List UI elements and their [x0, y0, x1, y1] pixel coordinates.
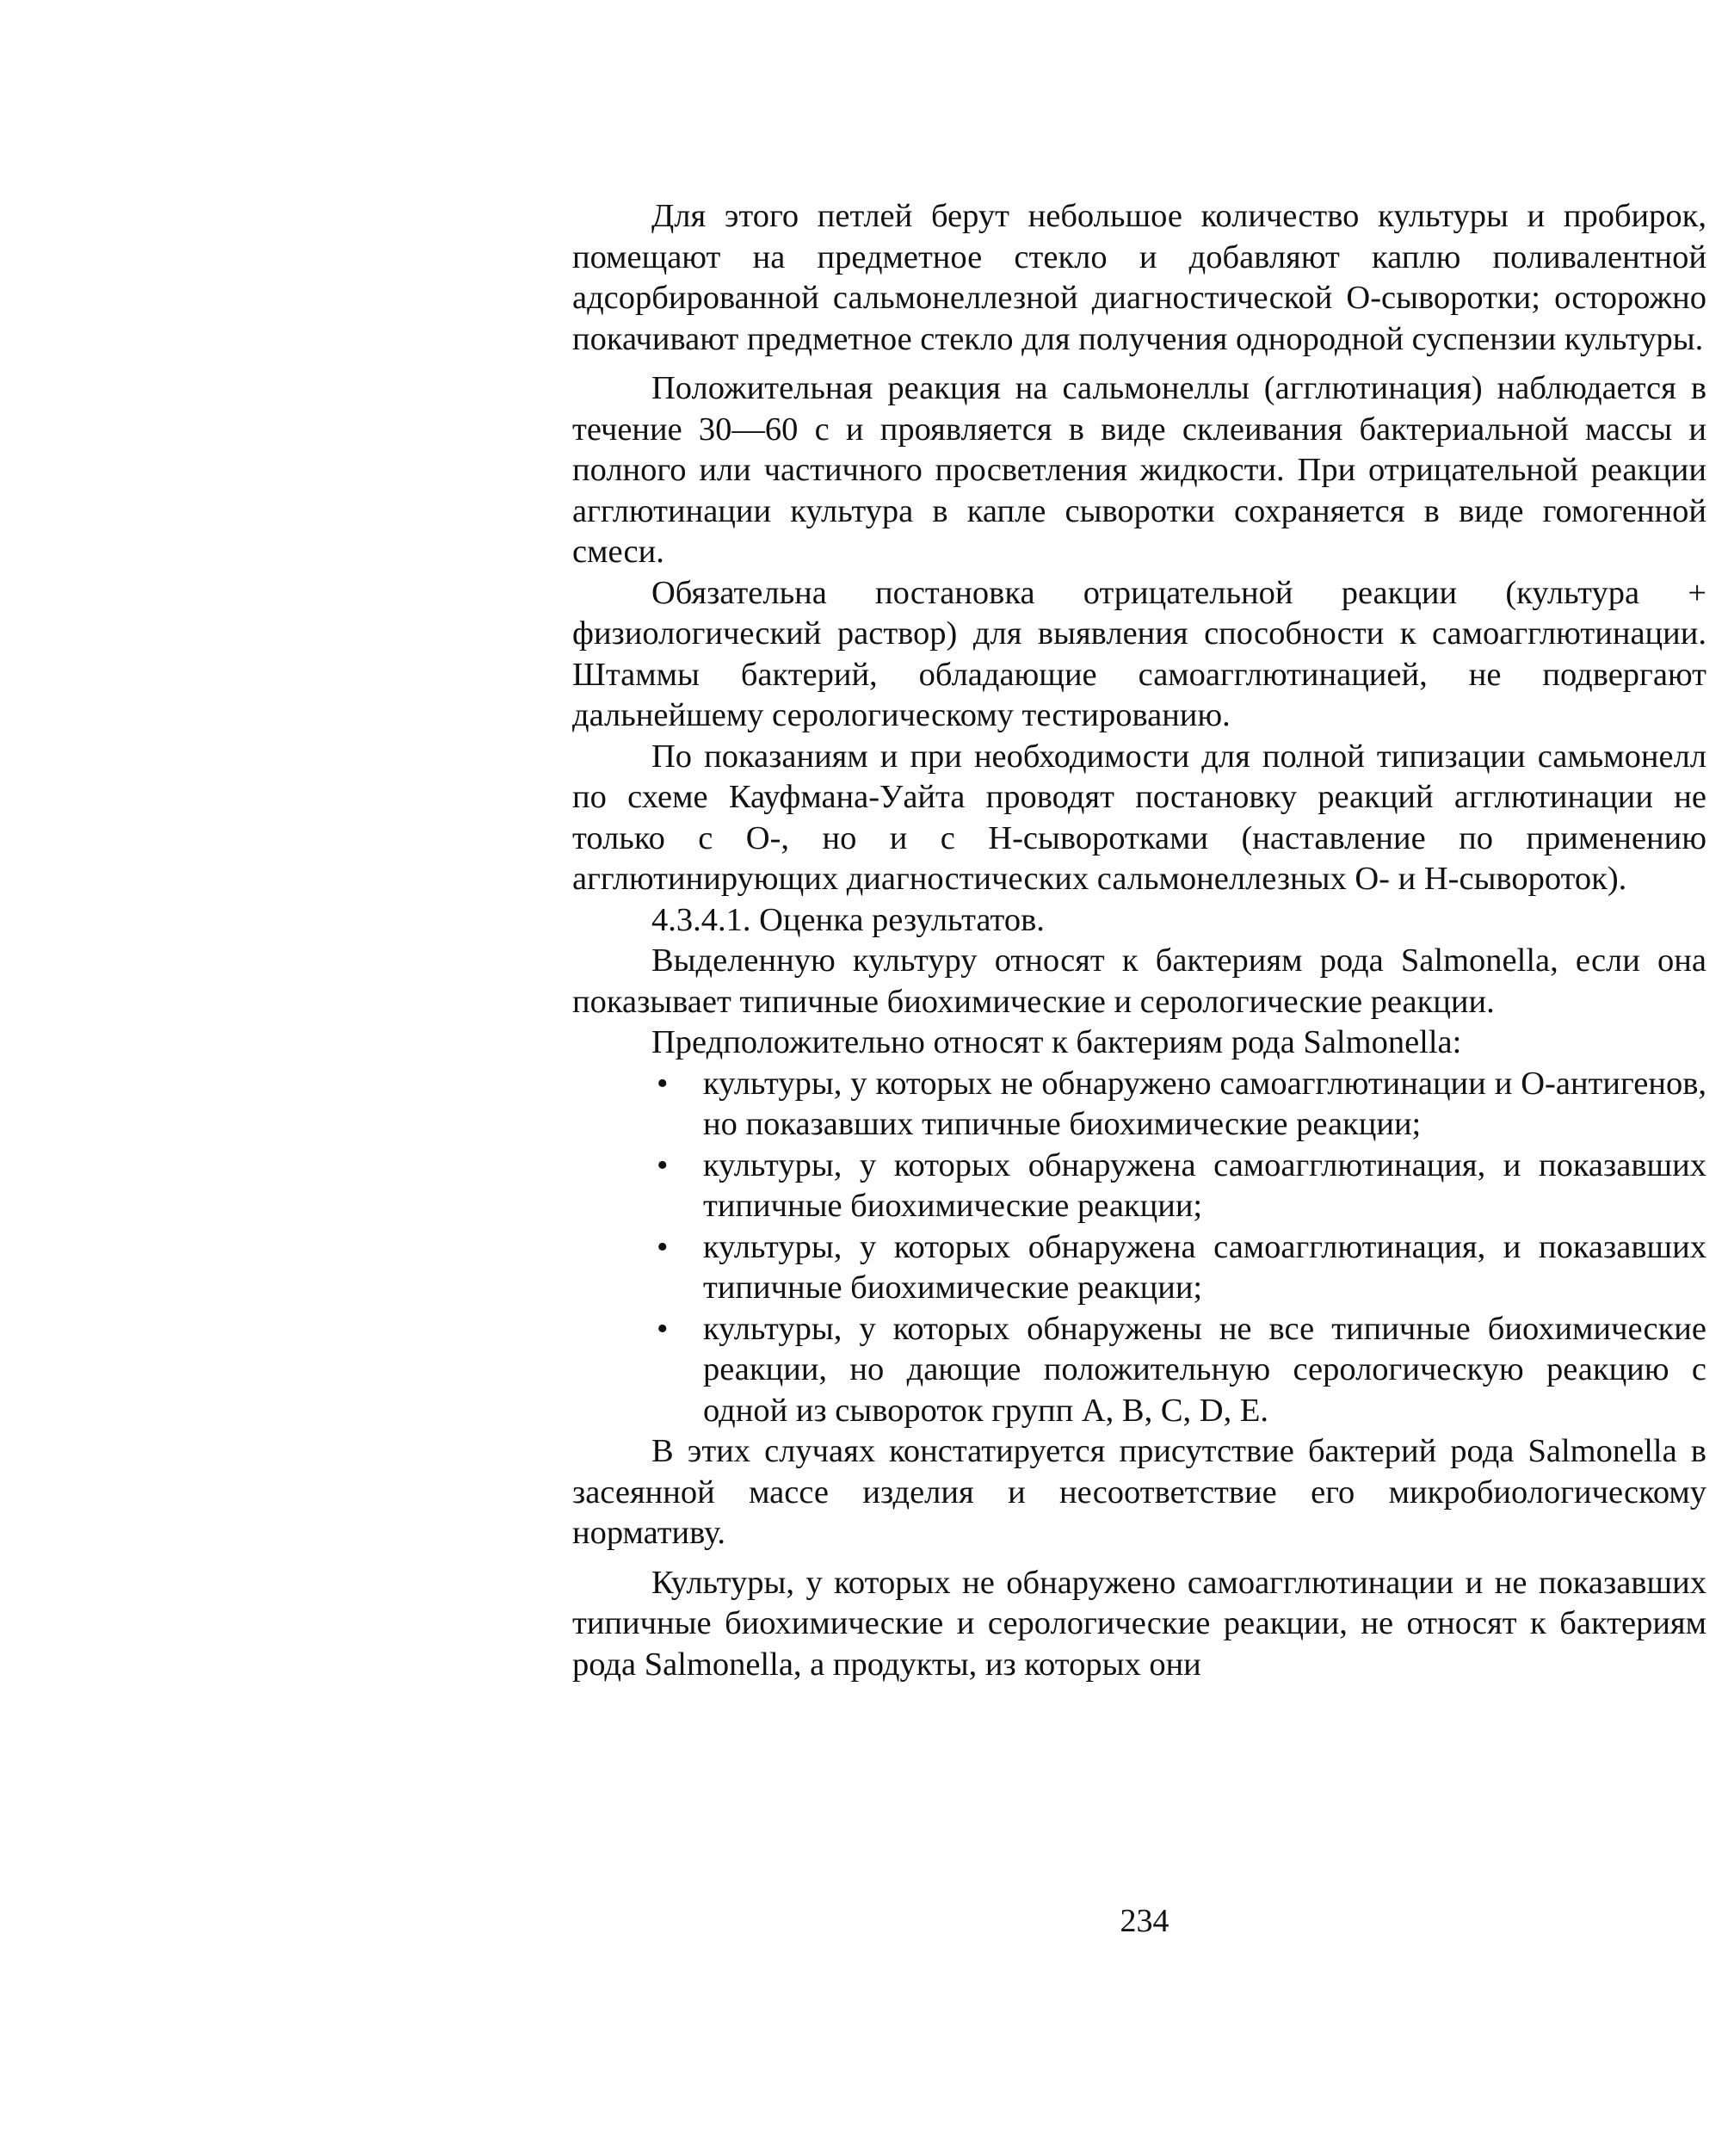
page-number: 234	[1120, 1903, 1169, 1939]
paragraph-7: Предположительно относят к бактериям рода Salmonella:	[651, 1024, 1462, 1060]
bullet-icon: •	[657, 1310, 669, 1347]
paragraph-4: По показаниям и при необходимости для полной типизации самьмонелл по схеме Кауфмана-Уайта проводят постановку реакций агглютинации не только с О-, но и с Н-сыворотками (наставление по применению агглютинирующих диагностических сальмонеллезных О- и Н-сывороток).	[572, 738, 1706, 897]
paragraph-8: В этих случаях констатируется присутствие бактерий рода Salmonella в засеянной массе изделия и несоответствие его микробиологическому нормативу.	[572, 1433, 1706, 1551]
paragraph-6: Выделенную культуру относят к бактериям рода Salmonella, если она показывает типичные биохимические и серологические реакции.	[572, 942, 1706, 1020]
bullet-icon: •	[657, 1146, 669, 1183]
list-item	[572, 1064, 1706, 1146]
paragraph-2: Положительная реакция на сальмонеллы (агглютинация) наблюдается в течение 30—60 с и проявляется в виде склеивания бактериальной массы и полного или частичного просветления жидкости. При отрицательной реакции агглютинации культура в капле сыворотки сохраняется в виде гомогенной смеси.	[572, 370, 1706, 570]
page-body-text	[572, 196, 1706, 1685]
section-heading: 4.3.4.1. Оценка результатов.	[651, 901, 1045, 938]
list-item	[572, 1227, 1706, 1309]
paragraph-9: Культуры, у которых не обнаружено самоагглютинации и не показавших типичные биохимические и серологические реакции, не относят к бактериям рода Salmonella, а продукты, из которых они	[572, 1564, 1706, 1683]
paragraph-1: Для этого петлей берут небольшое количество культуры и пробирок, помещают на предметное стекло и добавляют каплю поливалентной адсорбированной сальмонеллезной диагностической О-сыворотки; осторожно покачивают предметное стекло для получения однородной суспензии культуры.	[572, 198, 1706, 357]
paragraph-3: Обязательна постановка отрицательной реакции (культура + физиологический раствор) для выявления способности к самоагглютинации. Штаммы бактерий, обладающие самоагглютинацией, не подвергают дальнейшему серологическому тестированию.	[572, 574, 1706, 733]
list-item	[572, 1146, 1706, 1227]
list-item-text: культуры, у которых обнаружена самоагглютинация, и показавших типичные биохимические реакции;	[703, 1228, 1706, 1306]
list-item-text: культуры, у которых не обнаружено самоагглютинации и О-антигенов, но показавших типичные биохимические реакции;	[703, 1065, 1706, 1142]
bullet-icon: •	[657, 1065, 669, 1102]
bullet-icon: •	[657, 1228, 669, 1265]
list-item	[572, 1309, 1706, 1432]
list-item-text: культуры, у которых обнаружена самоагглютинация, и показавших типичные биохимические реакции;	[703, 1146, 1706, 1224]
list-item-text: культуры, у которых обнаружены не все типичные биохимические реакции, но дающие положительную серологическую реакцию с одной из сывороток групп А, В, С, D, Е.	[703, 1310, 1706, 1429]
bullet-list	[572, 1064, 1706, 1432]
